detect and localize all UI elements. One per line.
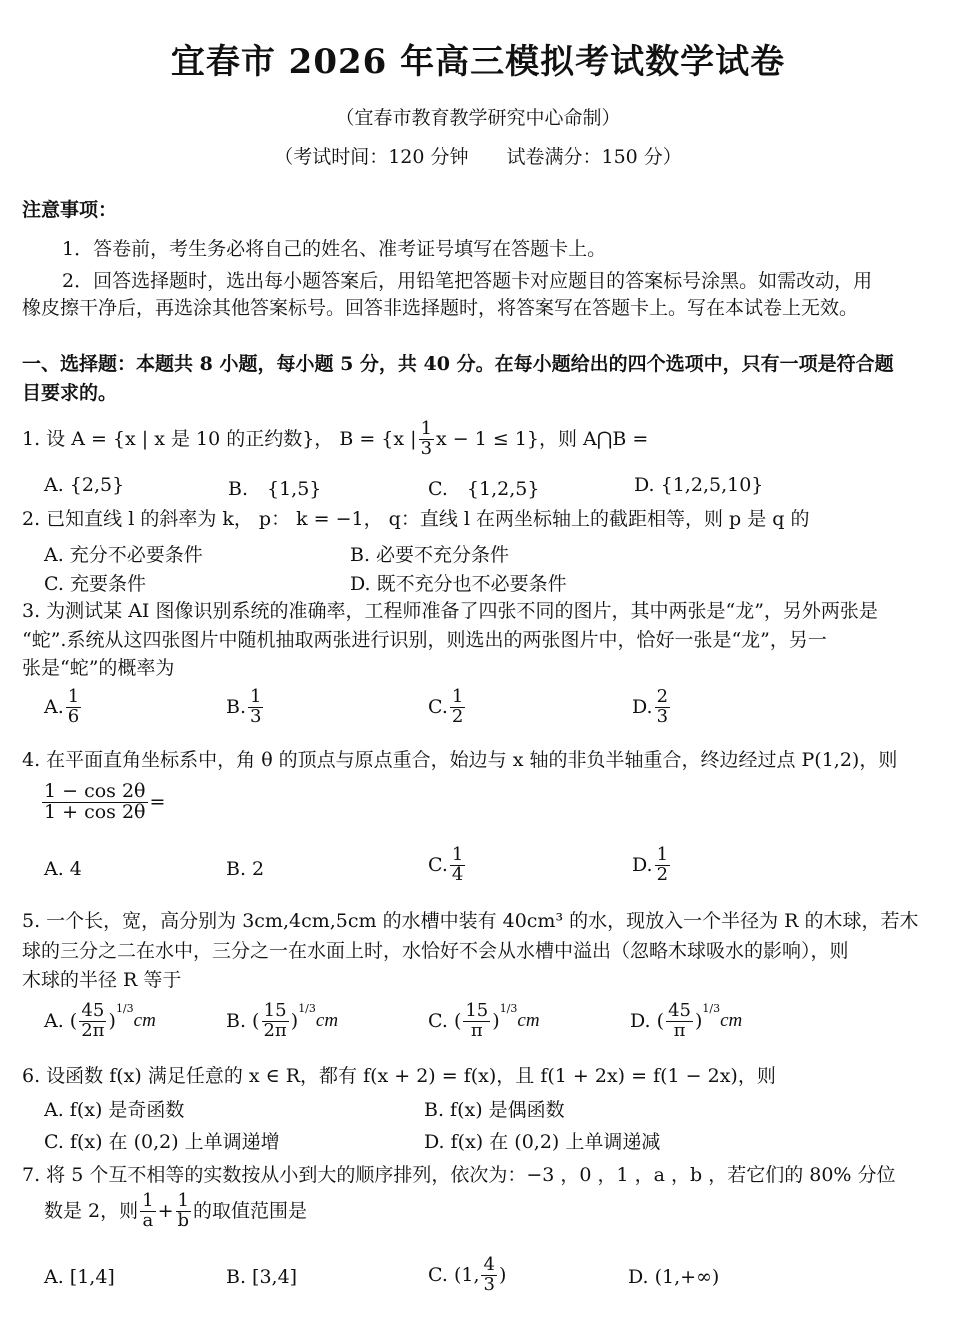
q7-option-b: B. [3,4]	[226, 1266, 298, 1288]
q5-option-a-label: A.	[44, 1010, 64, 1033]
q1-fraction	[419, 420, 434, 459]
q7-c-den: 3	[483, 1273, 495, 1295]
q5-c-unit: cm	[517, 1010, 540, 1032]
q7-fb-num: 1	[177, 1190, 189, 1211]
exam-title: 宜春市 2026 年高三模拟考试数学试卷	[170, 42, 786, 82]
q3-option-c	[428, 688, 467, 727]
q5-option-c: C. ( $\frac{15}{\pi}$ ) $^{1/3}$ cm	[428, 1000, 540, 1041]
q5-option-b: B. ( $\frac{15}{2\pi}$ ) $^{1/3}$ cm	[226, 1000, 339, 1041]
q5-d-unit: cm	[720, 1010, 743, 1032]
q5-a-unit: cm	[133, 1010, 156, 1032]
q4-fraction	[42, 782, 148, 823]
question-3-line1: 3. 为测试某 AI 图像识别系统的准确率，工程师准备了四张不同的图片，其中两张是“龙”，另外两张是	[22, 600, 878, 622]
q4-option-c-label: C.	[428, 854, 448, 877]
question-4-expression	[40, 782, 165, 823]
q1-stem-part2: x − 1 ≤ 1}，则 A⋂B =	[436, 428, 649, 451]
question-3-line3: 张是“蛇”的概率为	[22, 657, 175, 679]
q4-option-b: B. 2	[226, 858, 265, 880]
q7-option-a: A. [1,4]	[44, 1266, 115, 1288]
notice-item-1: 1．答卷前，考生务必将自己的姓名、准考证号填写在答题卡上。	[62, 238, 607, 260]
q7-c-num: 4	[483, 1254, 495, 1275]
q1-frac-num: 1	[420, 418, 433, 439]
question-6-stem: 6. 设函数 f(x) 满足任意的 x ∈ R，都有 f(x + 2) = f(x)，且 f(1 + 2x) = f(1 − 2x)，则	[22, 1065, 776, 1087]
q5-option-a: A. ( $\frac{45}{2\pi}$ ) $^{1/3}$ cm	[44, 1000, 156, 1041]
question-7-line2	[44, 1192, 307, 1231]
q5-option-a-frac	[79, 1002, 106, 1041]
q2-option-c: C. 充要条件	[44, 573, 146, 595]
q3-option-a-frac	[66, 688, 81, 727]
q3-option-d-frac	[655, 688, 670, 727]
exam-info: （考试时间：120 分钟 试卷满分：150 分）	[274, 146, 682, 168]
q7-line2-part2: 的取值范围是	[193, 1200, 308, 1223]
q4-d-num: 1	[656, 844, 669, 865]
q1-option-d: D. {1,2,5,10}	[634, 474, 764, 496]
q4-frac-den: 1 + cos 2θ	[44, 800, 146, 823]
q7-option-c	[428, 1256, 506, 1295]
exam-subtitle: （宜春市教育教学研究中心命制）	[335, 107, 621, 129]
q5-c-den: π	[470, 1019, 483, 1041]
q7-line2-part1: 数是 2，则	[44, 1200, 139, 1223]
q1-option-b: B. {1,5}	[228, 478, 322, 500]
q5-option-c-label: C.	[428, 1010, 448, 1033]
q3-c-den: 2	[451, 705, 464, 727]
q6-option-d: D. f(x) 在 (0,2) 上单调递减	[424, 1131, 661, 1153]
q1-stem-part1: 1. 设 A = {x | x 是 10 的正约数}， B = {x |	[22, 428, 417, 451]
q2-option-a: A. 充分不必要条件	[44, 544, 203, 566]
q7-frac-b	[176, 1192, 192, 1231]
q5-option-b-frac	[261, 1002, 288, 1041]
q3-b-den: 3	[250, 705, 262, 727]
q5-option-d-label: D.	[630, 1010, 651, 1033]
q3-a-num: 1	[67, 686, 80, 707]
q6-option-a: A. f(x) 是奇函数	[44, 1099, 185, 1121]
question-7-line1: 7. 将 5 个互不相等的实数按从小到大的顺序排列，依次为：−3 ，0 ，1 ，a ，b ，若它们的 80% 分位	[22, 1164, 896, 1186]
question-3-line2: “蛇”.系统从这四张图片中随机抽取两张进行识别，则选出的两张图片中，恰好一张是“龙”，另一	[22, 629, 827, 651]
q7-option-d: D. (1,+∞)	[628, 1266, 720, 1288]
q5-option-c-frac	[463, 1002, 490, 1041]
q1-option-a: A. {2,5}	[44, 474, 125, 496]
q7-fa-den: a	[142, 1209, 154, 1231]
section1-heading-line1: 一、选择题：本题共 8 小题，每小题 5 分，共 40 分。在每小题给出的四个选项中，只有一项是符合题	[22, 353, 894, 375]
question-2-stem: 2. 已知直线 l 的斜率为 k， p： k = −1， q：直线 l 在两坐标轴上的截距相等，则 p 是 q 的	[22, 508, 810, 530]
q5-option-d: D. ( $\frac{45}{\pi}$ ) $^{1/3}$ cm	[630, 1000, 743, 1041]
notice-heading: 注意事项：	[22, 199, 118, 221]
section1-heading-line2: 目要求的。	[22, 382, 118, 404]
q5-b-unit: cm	[315, 1010, 339, 1032]
question-5-line2: 球的三分之二在水中，三分之一在水面上时，水恰好不会从水槽中溢出（忽略木球吸水的影响），则	[22, 940, 849, 962]
q3-a-den: 6	[67, 705, 80, 727]
q4-c-num: 1	[451, 844, 464, 865]
q7-option-c-frac	[481, 1256, 496, 1295]
q1-frac-den: 3	[420, 437, 433, 459]
q2-option-b: B. 必要不充分条件	[350, 544, 510, 566]
q5-d-den: π	[673, 1019, 686, 1041]
q3-option-d-label: D.	[632, 696, 653, 719]
notice-item-2-line2: 橡皮擦干净后，再选涂其他答案标号。回答非选择题时，将答案写在答题卡上。写在本试卷上无效。	[22, 297, 859, 319]
q5-b-exp: 1/3	[298, 1002, 316, 1015]
q6-option-c: C. f(x) 在 (0,2) 上单调递增	[44, 1131, 280, 1153]
q7-fb-den: b	[177, 1209, 190, 1231]
q3-option-b-label: B.	[226, 696, 247, 719]
q5-c-num: 15	[465, 1000, 489, 1021]
q5-option-d-frac	[666, 1002, 693, 1041]
q6-option-b: B. f(x) 是偶函数	[424, 1099, 565, 1121]
question-4-line1: 4. 在平面直角坐标系中，角 θ 的顶点与原点重合，始边与 x 轴的非负半轴重合，终边经过点 P(1,2)，则	[22, 749, 898, 771]
q4-option-d	[632, 846, 672, 885]
q3-c-num: 1	[451, 686, 464, 707]
q3-d-den: 3	[656, 705, 669, 727]
q5-a-den: 2π	[81, 1019, 105, 1041]
q7-frac-a	[140, 1192, 155, 1231]
q4-option-d-frac	[655, 846, 670, 885]
q3-option-c-frac	[450, 688, 465, 727]
q7-fa-num: 1	[142, 1190, 154, 1211]
q5-c-exp: 1/3	[499, 1002, 518, 1015]
q3-option-c-label: C.	[428, 696, 448, 719]
q4-c-den: 4	[451, 863, 464, 885]
notice-item-2-line1: 2．回答选择题时，选出每小题答案后，用铅笔把答题卡对应题目的答案标号涂黑。如需改动，用	[62, 270, 873, 292]
q4-option-c	[428, 846, 467, 885]
q3-d-num: 2	[656, 686, 669, 707]
q1-option-c: C. {1,2,5}	[428, 478, 540, 500]
q3-option-b-frac	[248, 688, 263, 727]
q5-option-b-label: B.	[226, 1010, 247, 1033]
q5-a-exp: 1/3	[115, 1002, 134, 1015]
q3-option-d	[632, 688, 672, 727]
q7-c-pre: C. (1,	[428, 1264, 480, 1287]
q5-b-den: 2π	[263, 1019, 287, 1041]
q4-frac-num: 1 − cos 2θ	[44, 780, 146, 802]
q4-option-d-label: D.	[632, 854, 653, 877]
q4-equals: =	[149, 791, 166, 814]
q5-b-num: 15	[263, 1000, 287, 1021]
q3-option-a-label: A.	[44, 696, 64, 719]
q7-plus: +	[157, 1200, 174, 1223]
question-5-line1: 5. 一个长，宽，高分别为 3cm,4cm,5cm 的水槽中装有 40cm³ 的水，现放入一个半径为 R 的木球，若木	[22, 910, 919, 932]
q2-option-d: D. 既不充分也不必要条件	[350, 573, 567, 595]
q3-option-b	[226, 688, 265, 727]
q5-a-num: 45	[81, 1000, 105, 1021]
question-5-line3: 木球的半径 R 等于	[22, 969, 182, 991]
q4-option-c-frac	[450, 846, 465, 885]
question-1-stem	[22, 420, 648, 459]
q3-b-num: 1	[250, 686, 262, 707]
q5-d-num: 45	[668, 1000, 691, 1021]
q5-d-exp: 1/3	[702, 1002, 721, 1015]
q4-option-a: A. 4	[44, 858, 82, 880]
q3-option-a	[44, 688, 83, 727]
q4-d-den: 2	[656, 863, 669, 885]
q7-c-post: )	[498, 1264, 507, 1287]
